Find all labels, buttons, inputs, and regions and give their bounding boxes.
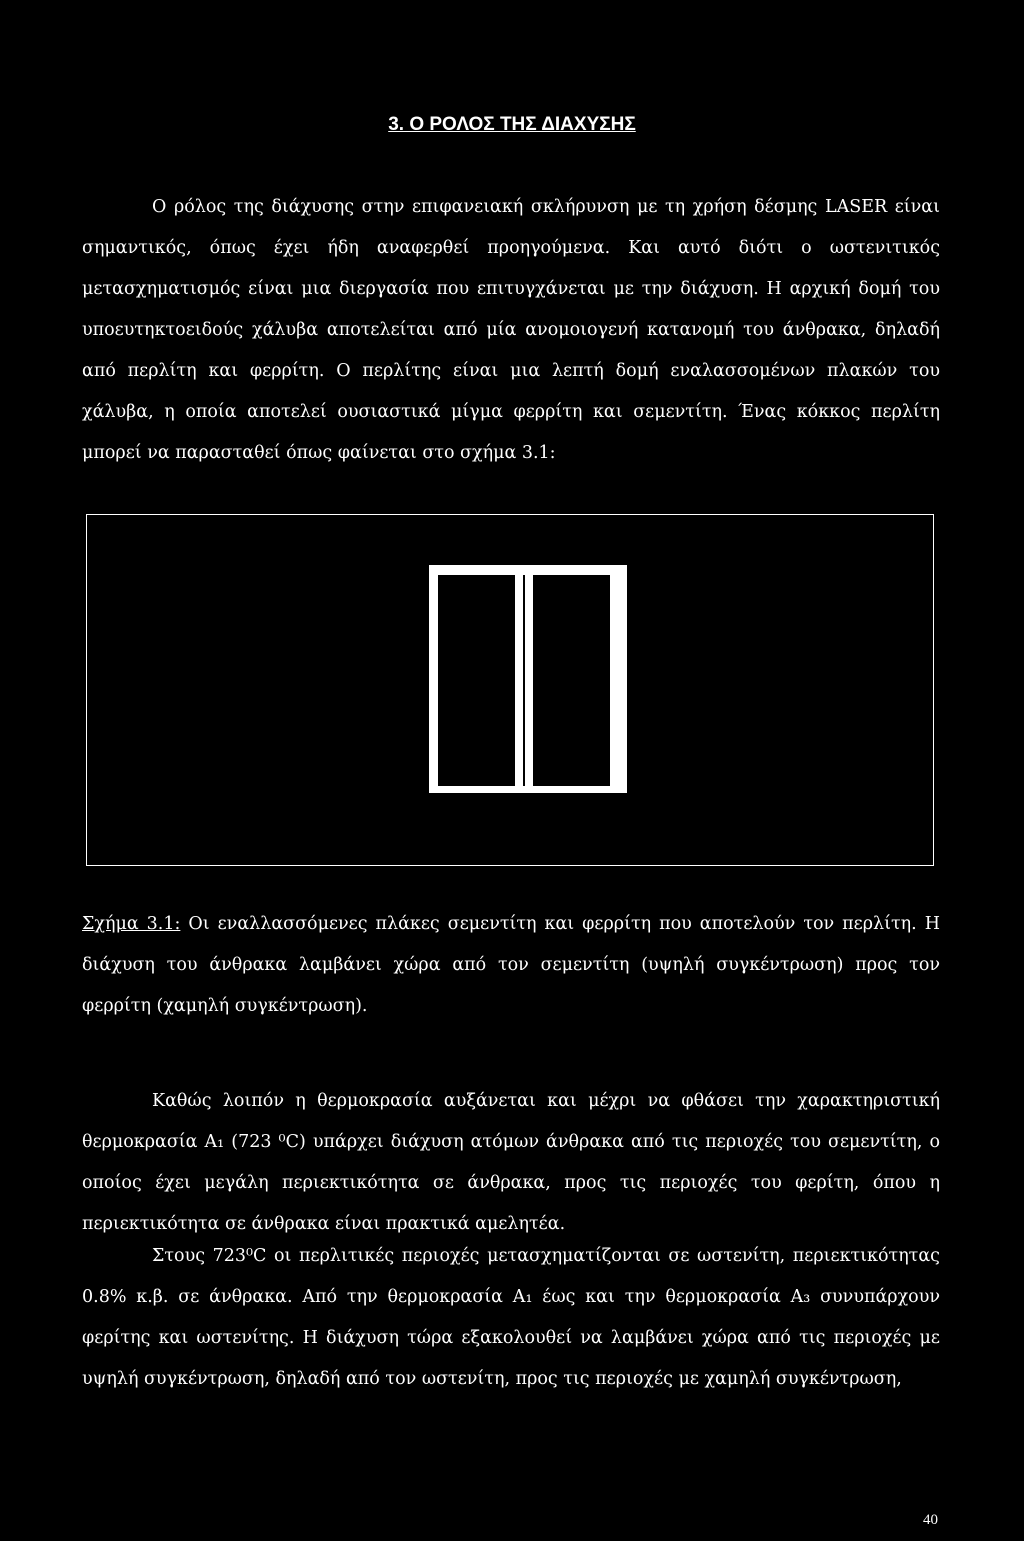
figure-label: Σχήμα 3.1:	[82, 914, 181, 934]
figure-caption-text: Οι εναλλασσόμενες πλάκες σεμεντίτη και φερρίτη που αποτελούν τον περλίτη. Η διάχυση του άνθρακα λαμβάνει χώρα από τον σεμεντίτη (υψηλή συγκέντρωση) προς τον φερρίτη (χαμηλή συγκέντρωση).	[82, 914, 940, 1016]
cementite-plate-divider	[523, 575, 525, 786]
figure-pearlite-grain	[86, 514, 934, 866]
page-number: 40	[923, 1512, 938, 1528]
paragraph-diffusion-a1: Καθώς λοιπόν η θερμοκρασία αυξάνεται και μέχρι να φθάσει την χαρακτηριστική θερμοκρασία A₁ (723 ⁰C) υπάρχει διάχυση ατόμων άνθρακα από τις περιοχές του σεμεντίτη, ο οποίος έχει μεγάλη περιεκτικότητα σε άνθρακα, προς τις περιοχές του φερίτη, όπου η περιεκτικότητα σε άνθρακα είναι πρακτικά αμελητέα.	[82, 1091, 940, 1234]
ferrite-plate-right	[533, 575, 610, 786]
ferrite-plate-left	[438, 575, 515, 786]
section-title: 3. Ο ΡΟΛΟΣ ΤΗΣ ΔΙΑΧΥΣΗΣ	[388, 114, 636, 135]
paragraph-austenite: Στους 723⁰C οι περλιτικές περιοχές μετασχηματίζονται σε ωστενίτη, περιεκτικότητας 0.8% κ.β. σε άνθρακα. Από την θερμοκρασία A₁ έως και την θερμοκρασία A₃ συνυπάρχουν φερίτης και ωστενίτης. Η διάχυση τώρα εξακολουθεί να λαμβάνει χώρα από τις περιοχές με υψηλή συγκέντρωση, δηλαδή από τον ωστενίτη, προς τις περιοχές με χαμηλή συγκέντρωση,	[82, 1246, 940, 1389]
figure-caption	[82, 904, 940, 1027]
pearlite-lamellae-diagram	[87, 515, 935, 867]
paragraph-intro: Ο ρόλος της διάχυσης στην επιφανειακή σκλήρυνση με τη χρήση δέσμης LASER είναι σημαντικός, όπως έχει ήδη αναφερθεί προηγούμενα. Και αυτό διότι ο ωστενιτικός μετασχηματισμός είναι μια διεργασία που επιτυγχάνεται με την διάχυση. Η αρχική δομή του υποευτηκτοειδούς χάλυβα αποτελείται από μία ανομοιογενή κατανομή του άνθρακα, δηλαδή από περλίτη και φερρίτη. Ο περλίτης είναι μια λεπτή δομή εναλασσομένων πλακών του χάλυβα, η οποία αποτελεί ουσιαστικά μίγμα φερρίτη και σεμεντίτη. Ένας κόκκος περλίτη μπορεί να παρασταθεί όπως φαίνεται στο σχήμα 3.1:	[82, 197, 940, 463]
